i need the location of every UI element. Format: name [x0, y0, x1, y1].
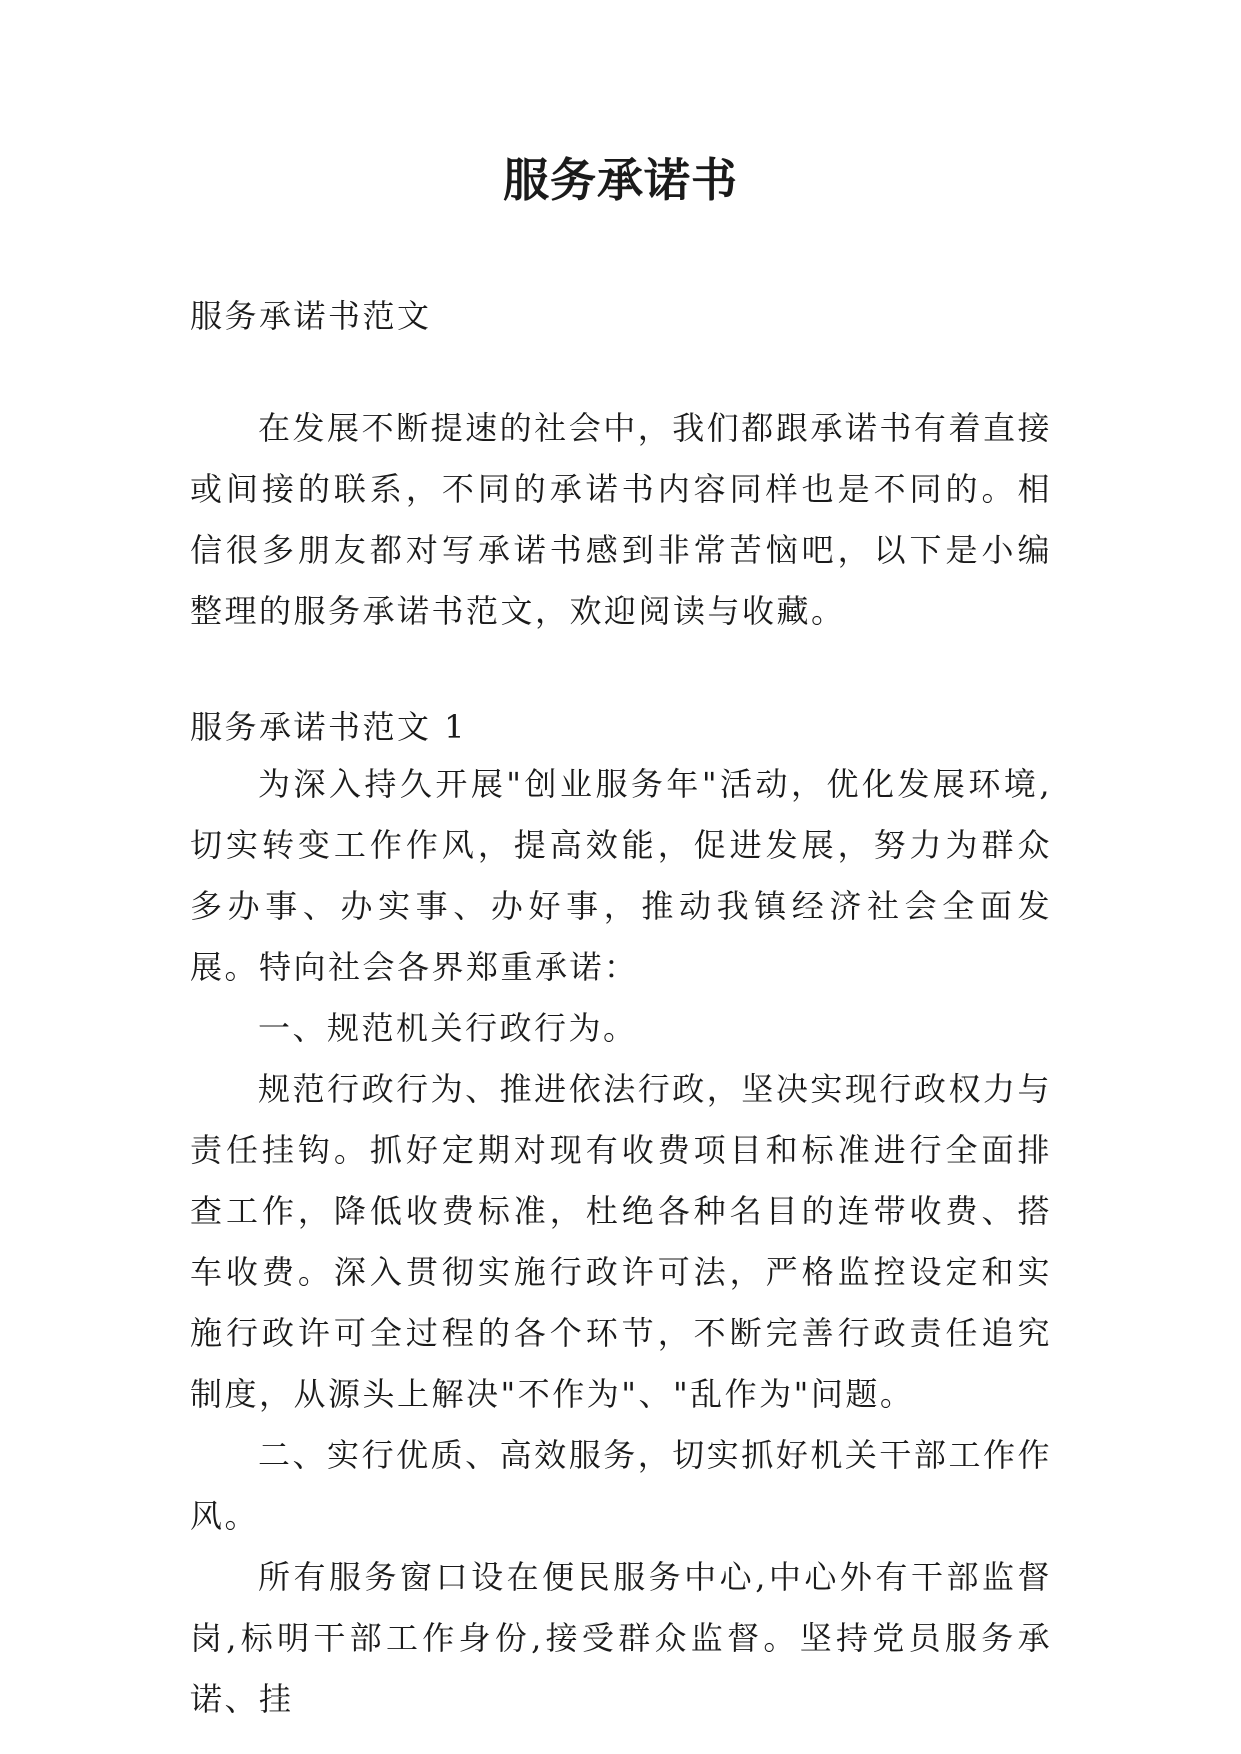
sample-heading: 服务承诺书范文 1	[190, 708, 468, 746]
document-subtitle: 服务承诺书范文	[190, 297, 432, 335]
intro-paragraph: 在发展不断提速的社会中，我们都跟承诺书有着直接或间接的联系，不同的承诺书内容同样也是不同的。相信很多朋友都对写承诺书感到非常苦恼吧，以下是小编整理的服务承诺书范文，欢迎阅读与收藏。	[190, 409, 1052, 630]
paragraph-purpose: 为深入持久开展"创业服务年"活动，优化发展环境,切实转变工作作风，提高效能，促进发展，努力为群众多办事、办实事、办好事，推动我镇经济社会全面发展。特向社会各界郑重承诺：	[190, 765, 1052, 986]
sample-body	[190, 754, 1052, 1730]
section-heading-1: 一、规范机关行政行为。	[258, 1009, 638, 1047]
document-title: 服务承诺书	[503, 153, 738, 207]
section-heading-2: 二、实行优质、高效服务，切实抓好机关干部工作作风。	[190, 1436, 1052, 1535]
paragraph-service-windows: 所有服务窗口设在便民服务中心,中心外有干部监督岗,标明干部工作身份,接受群众监督。坚持党员服务承诺、挂	[190, 1558, 1052, 1718]
paragraph-administrative-conduct: 规范行政行为、推进依法行政，坚决实现行政权力与责任挂钩。抓好定期对现有收费项目和标准进行全面排查工作，降低收费标准，杜绝各种名目的连带收费、搭车收费。深入贯彻实施行政许可法，严格监控设定和实施行政许可全过程的各个环节，不断完善行政责任追究制度，从源头上解决"不作为"、"乱作为"问题。	[190, 1070, 1052, 1413]
